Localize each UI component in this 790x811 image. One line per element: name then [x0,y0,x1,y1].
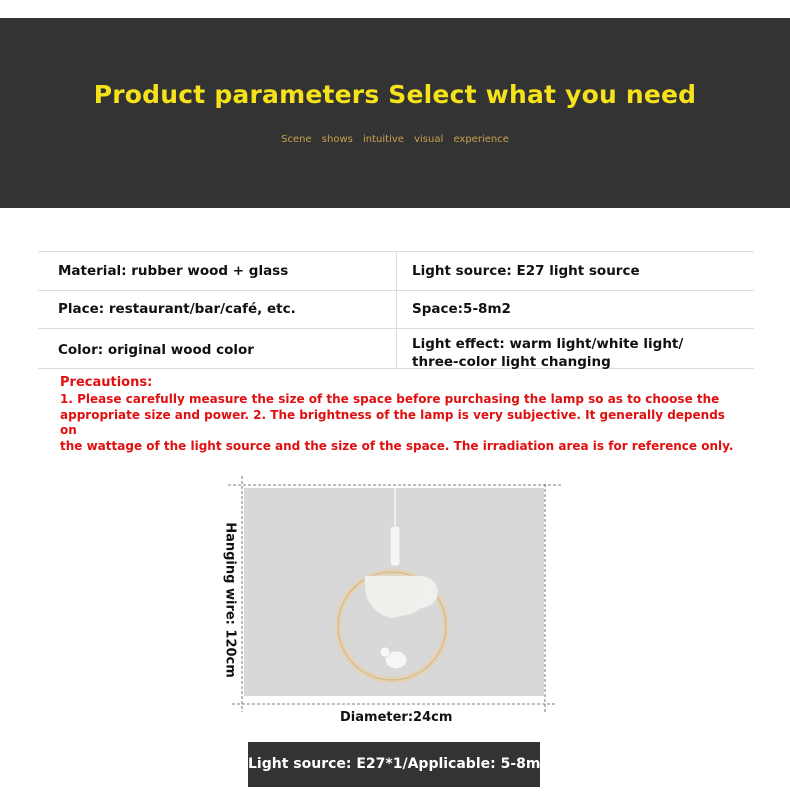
precautions-line: the wattage of the light source and the size of the space. The irradiation area is for reference only. [60,438,734,453]
precautions-block [60,374,740,454]
header-banner [0,18,790,208]
param-light-effect-cont: three-color light changing [412,354,611,370]
param-color: Color: original wood color [58,342,254,358]
light-source-badge: Light source: E27*1/Applicable: 5-8m2 [248,742,540,787]
param-light-effect: Light effect: warm light/white light/ [412,336,684,352]
diameter-label: Diameter:24cm [340,710,453,725]
param-material: Material: rubber wood + glass [58,263,289,279]
product-photo [244,488,544,696]
precautions-line: appropriate size and power. 2. The brightness of the lamp is very subjective. It generally depends on [60,407,725,437]
precautions-text [60,392,740,454]
lamp-socket [390,526,400,566]
parameters-table [38,251,754,369]
precautions-line: 1. Please carefully measure the size of the space before purchasing the lamp so as to choose the [60,392,720,406]
page-title: Product parameters Select what you need [93,80,697,109]
hanging-wire-label: Hanging wire: 120cm [222,522,238,678]
page-subtitle: Scene shows intuitive visual experience [281,134,509,145]
param-space: Space:5-8m2 [412,301,511,317]
param-light-source: Light source: E27 light source [412,263,640,279]
param-place: Place: restaurant/bar/café, etc. [58,301,296,317]
pendant-lamp-image [244,488,544,696]
precautions-title: Precautions: [60,375,153,390]
table-column-divider [396,251,397,368]
table-divider [38,368,754,369]
